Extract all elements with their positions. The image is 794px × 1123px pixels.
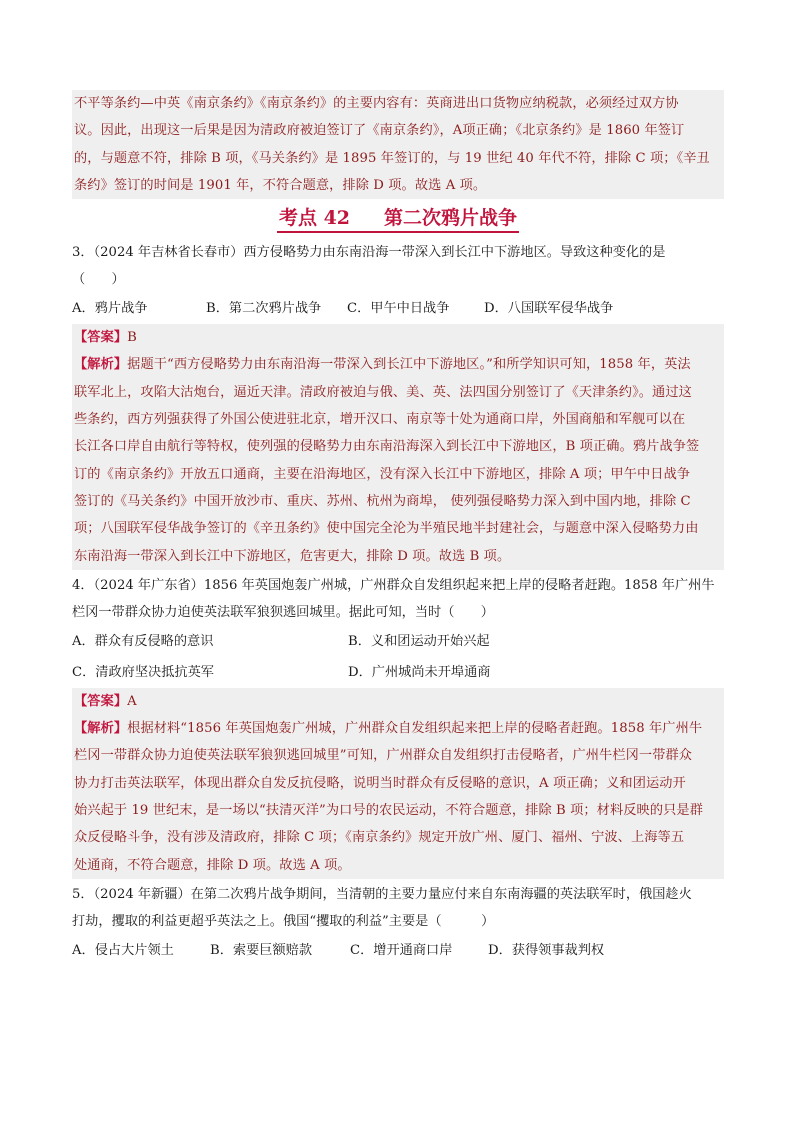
section-name: 第二次鸦片战争 [384,207,518,230]
option-d[interactable]: D．广州城尚未开埠通商 [348,664,491,680]
analysis-tag: 【解析】 [74,357,128,373]
option-b[interactable]: B．第二次鸦片战争 [206,301,322,317]
analysis-line: 始兴起于 19 世纪末，是一场以“扶清灭洋”为口号的农民运动，不符合题意，排除 B 项；材料反映的只是群 [74,803,703,819]
question-5 [72,881,724,966]
options-row [72,293,724,324]
analysis-line: 根据材料“1856 年英国炮轰广州城，广州群众自发组织起来把上岸的侵略者赶跑。1858 年广州牛 [127,721,703,737]
answer-tag: 【答案】 [74,330,128,346]
question-stem: 4．（2024 年广东省）1856 年英国炮轰广州城，广州群众自发组织起来把上岸的侵略者赶跑。1858 年广州牛 [72,577,715,593]
option-a[interactable]: A．侵占大片领土 [72,942,174,958]
section-label: 考点 42 [278,207,351,230]
analysis-tag: 【解析】 [74,721,128,737]
document-page [72,90,724,966]
question-stem: （ ） [72,272,125,288]
options-row [72,626,724,657]
question-3 [72,239,724,570]
analysis-line: 的，与题意不符，排除 B 项，《马关条约》是 1895 年签订的，与 19 世纪 40 年代不符，排除 C 项；《辛丑 [74,150,710,166]
analysis-line: 议。因此，出现这一后果是因为清政府被迫签订了《南京条约》，A项正确；《北京条约》是 1860 年签订 [74,123,685,139]
question-stem: 5．（2024 年新疆）在第二次鸦片战争期间，当清朝的主要力量应付来自东南海疆的英法联军时，俄国趁火 [72,886,692,902]
analysis-line: 条约》签订的时间是 1901 年，不符合题意，排除 D 项。故选 A 项。 [74,177,487,193]
answer-value: B [127,330,137,346]
option-d[interactable]: D．获得领事裁判权 [488,942,605,958]
analysis-line: 签订的《马关条约》中国开放沙市、重庆、苏州、杭州为商埠， 使列强侵略势力深入到中国内地，排除 C [74,493,691,509]
question-stem: 栏冈一带群众协力迫使英法联军狼狈逃回城里。据此可知，当时（ ） [72,604,494,620]
option-c[interactable]: C．清政府坚决抵抗英军 [72,664,214,680]
carryover-analysis [72,90,724,199]
question-stem: 3．（2024 年吉林省长春市）西方侵略势力由东南沿海一带深入到长江中下游地区。导致这种变化的是 [72,245,666,261]
option-c[interactable]: C．增开通商口岸 [350,942,453,958]
options-row [72,935,724,966]
option-c[interactable]: C．甲午中日战争 [347,301,450,317]
analysis-line: 项；八国联军侵华战争签订的《辛丑条约》使中国完全沦为半殖民地半封建社会，与题意中深入侵略势力由 [74,521,699,537]
analysis-line: 栏冈一带群众协力迫使英法联军狼狈逃回城里”可知，广州群众自发组织打击侵略者，广州牛栏冈一带群众 [74,748,693,764]
answer-block [72,688,724,879]
analysis-line: 协力打击英法联军，体现出群众自发反抗侵略，说明当时群众有反侵略的意识，A 项正确；义和团运动开 [74,775,686,791]
analysis-line: 东南沿海一带深入到长江中下游地区，危害更大，排除 D 项。故选 B 项。 [74,548,511,564]
analysis-line: 订的《南京条约》开放五口通商，主要在沿海地区，没有深入长江中下游地区，排除 A 项；甲午中日战争 [74,466,691,482]
analysis-line: 长江各口岸自由航行等特权，使列强的侵略势力由东南沿海深入到长江中下游地区，B 项正确。鸦片战争签 [74,439,700,455]
option-b[interactable]: B．义和团运动开始兴起 [348,633,490,649]
answer-block [72,324,724,570]
section-title-wrap [72,205,724,239]
section-title [277,205,519,233]
answer-tag: 【答案】 [74,693,128,709]
analysis-line: 处通商，不符合题意，排除 D 项。故选 A 项。 [74,857,351,873]
option-a[interactable]: A．群众有反侵略的意识 [72,633,214,649]
analysis-line: 不平等条约—中英《南京条约》《南京条约》的主要内容有：英商进出口货物应纳税款，必须经过双方协 [74,96,679,111]
option-a[interactable]: A．鸦片战争 [72,301,148,317]
analysis-line: 据题干“西方侵略势力由东南沿海一带深入到长江中下游地区。”和所学知识可知，1858 年，英法 [127,357,691,373]
answer-value: A [127,693,137,709]
option-d[interactable]: D．八国联军侵华战争 [484,301,614,317]
analysis-line: 众反侵略斗争，没有涉及清政府，排除 C 项；《南京条约》规定开放广州、厦门、福州、宁波、上海等五 [74,830,685,846]
analysis-line: 些条约，西方列强获得了外国公使进驻北京，增开汉口、南京等十处为通商口岸，外国商船和军舰可以在 [74,412,686,428]
option-b[interactable]: B．索要巨额赔款 [210,942,313,958]
analysis-line: 联军北上，攻陷大沽炮台，逼近天津。清政府被迫与俄、美、英、法四国分别签订了《天津条约》。通过这 [74,384,692,400]
question-stem: 打劫，攫取的利益更超乎英法之上。俄国“攫取的利益”主要是（ ） [72,913,495,929]
options-row [72,657,724,688]
question-4 [72,572,724,879]
